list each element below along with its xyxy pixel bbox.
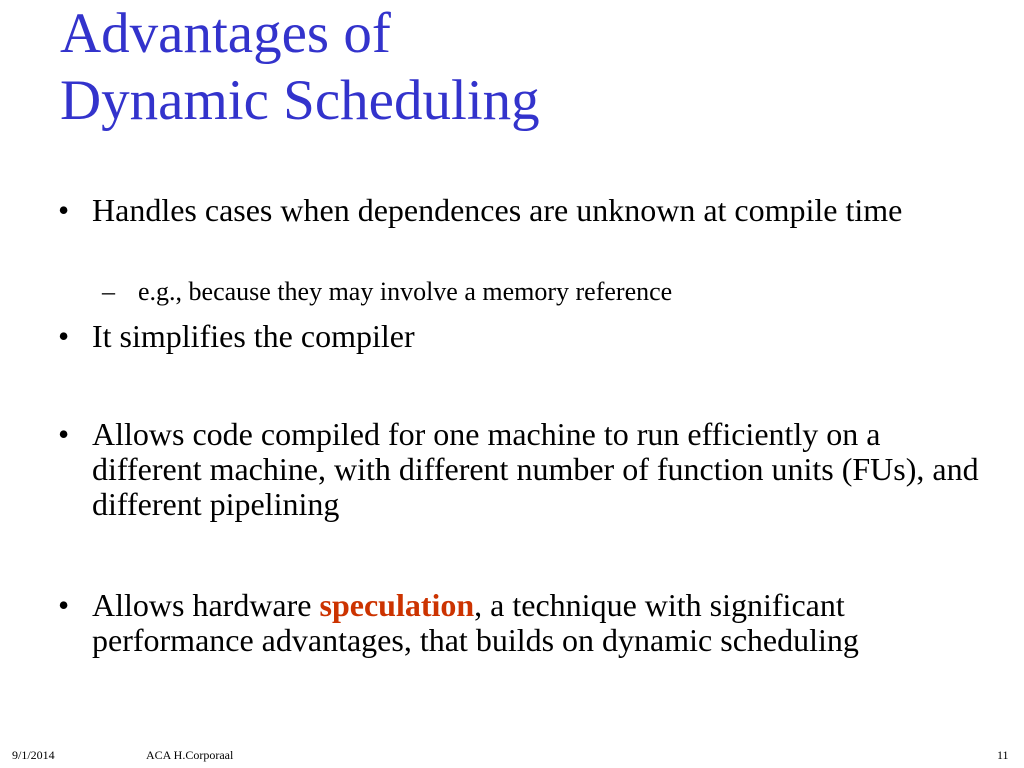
bullet-marker: •: [58, 318, 70, 354]
bullet-marker: •: [58, 192, 70, 228]
emphasis-speculation: speculation: [319, 587, 475, 623]
bullet-marker: •: [58, 587, 70, 623]
bullet-text-end: , a technique with significant performance advantages, that builds on dynamic scheduling: [92, 587, 859, 658]
footer-page-number: 11: [997, 748, 1009, 762]
sub-bullet-text: e.g., because they may involve a memory reference: [138, 277, 673, 306]
bullet-item: [58, 417, 998, 522]
footer-author: ACA H.Corporaal: [146, 748, 234, 762]
bullet-text: Handles cases when dependences are unknown at compile time: [92, 192, 903, 228]
bullet-item: [58, 319, 998, 354]
sub-bullet-item: [102, 277, 982, 307]
bullet-text: Allows code compiled for one machine to run efficiently on a different machine, with different number of function units (FUs), and different pipelining: [92, 416, 979, 522]
bullet-text: [92, 588, 998, 658]
bullet-item: [58, 193, 998, 228]
sub-bullet-marker: –: [102, 277, 115, 306]
bullet-text: It simplifies the compiler: [92, 318, 415, 354]
slide-title-line-2: Dynamic Scheduling: [60, 69, 540, 132]
footer-date: 9/1/2014: [12, 748, 55, 762]
slide-title: [60, 0, 980, 134]
bullet-marker: •: [58, 416, 70, 452]
slide-title-line-1: Advantages of: [60, 2, 391, 65]
bullet-text-start: Allows hardware: [92, 587, 320, 623]
bullet-item: [58, 588, 998, 658]
